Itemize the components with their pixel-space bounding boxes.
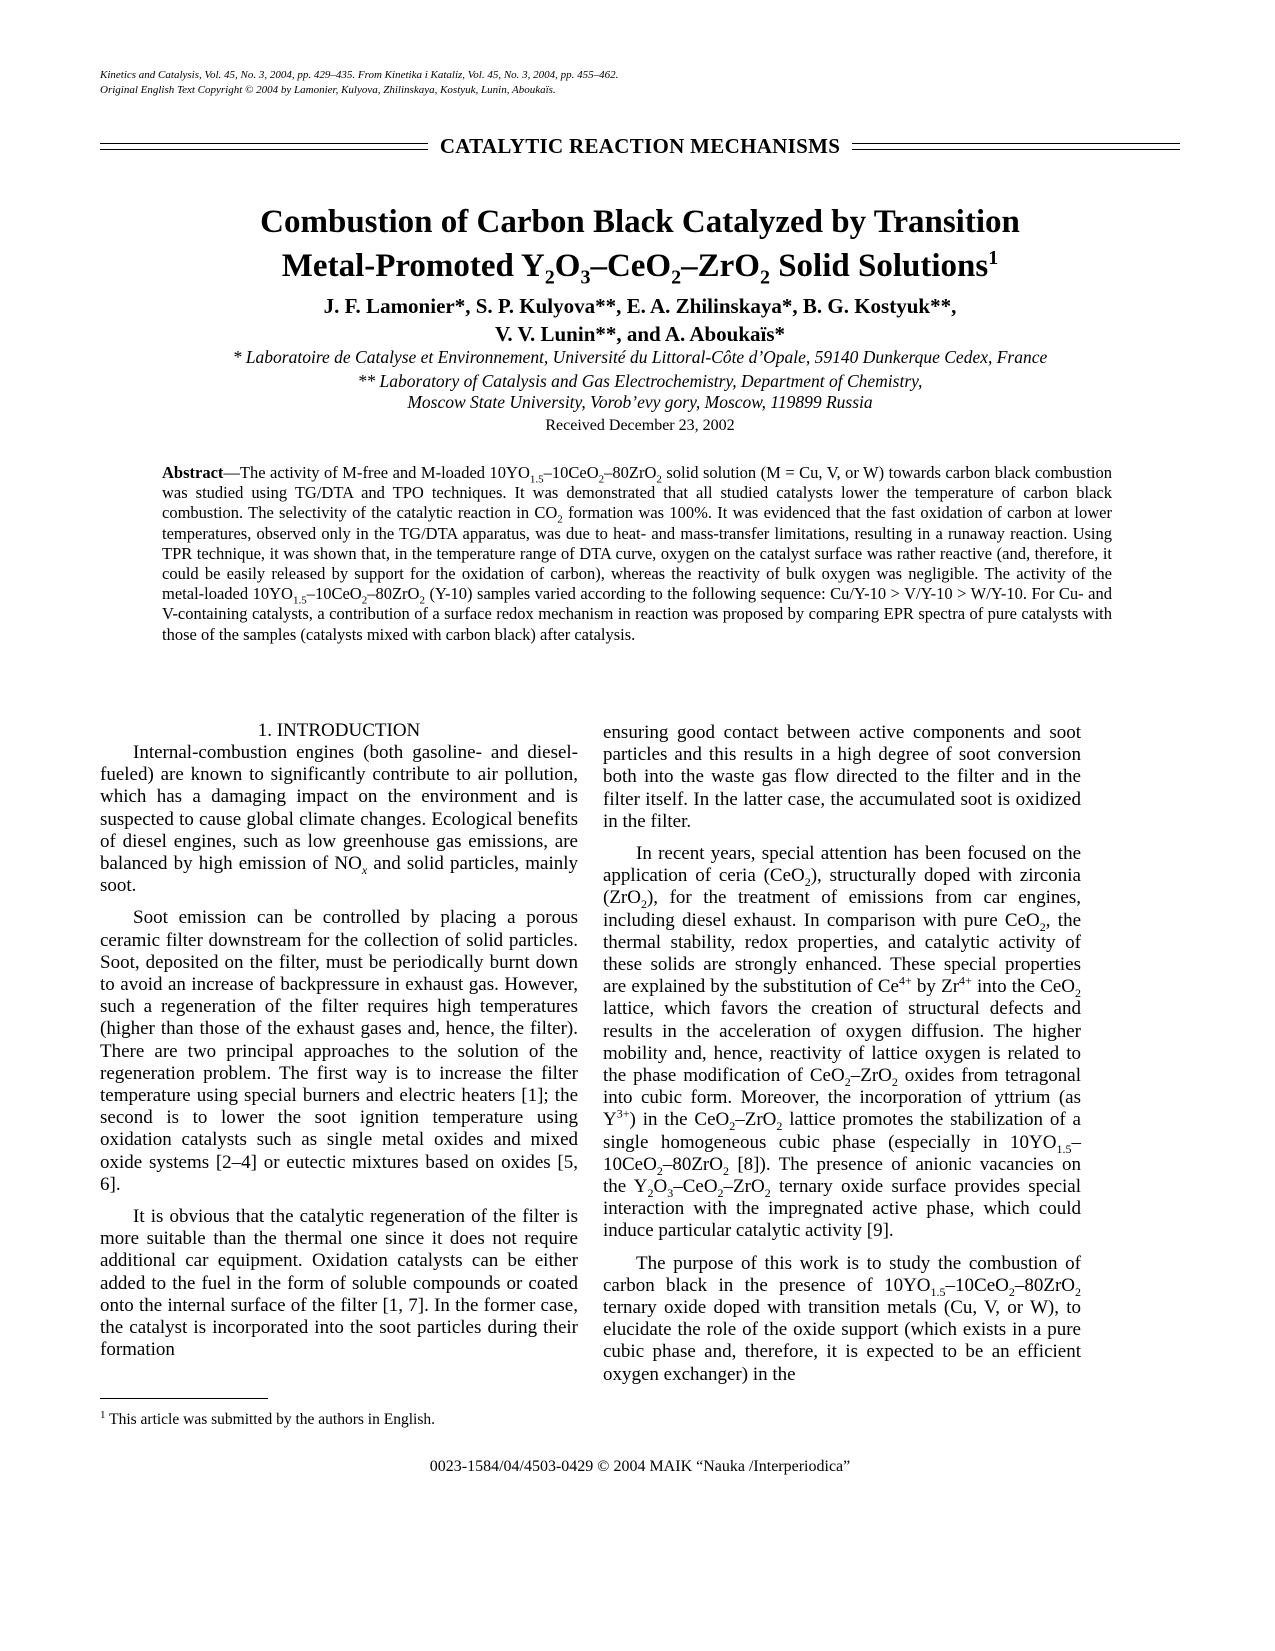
text: O [653,1176,668,1198]
text: lattice promotes the stabilization of a single homogeneous cubic phase (especially in 10YO [603,1109,1081,1153]
abstract-text: formation was 100%. It was evidenced that the fast oxidation of carbon at lower temperatures, observed only in the TG/DTA apparatus, was due to heat- and mass-transfer limitations, resulting in a runaway reaction. Using TPR technique, it was shown that, in the temperature range of DTA curve, oxygen on the catalyst surface was rather reactive (and, therefore, it could be easily released by support for the oxidation of carbon), whereas the reactivity of bulk oxygen was negligible. The activity of the metal-loaded 10YO [162,503,1112,604]
text: –10CeO [603,1131,1081,1175]
abstract-text: –80ZrO [604,463,657,482]
paragraph: It is obvious that the catalytic regeneration of the filter is more suitable than the thermal one since it does not require additional car equipment. Oxidation catalysts can be either added to the fuel in the form of soluble compounds or coated onto the internal surface of the filter [1, 7]. In the former case, the catalyst is incorporated into the soot particles during their formation [100,1206,578,1361]
subscript: 2 [776,1119,783,1134]
article-title [100,200,1180,288]
superscript: 4+ [898,973,912,988]
text: –10CeO [945,1274,1009,1296]
subscript: 2 [764,1185,771,1200]
abstract-text: –80ZrO [367,584,420,604]
text: lattice, which favors the creation of structural defects and results in the acceleration of oxygen diffusion. The higher mobility and, hence, reactivity of lattice oxygen is related to the phase modification of CeO [603,998,1081,1087]
title-text: O [554,248,581,284]
title-text: Solid Solutions [769,248,989,284]
text: , the thermal stability, redox properties, and catalytic activity of these solids are strongly enhanced. These special properties are explained by the substitution of Ce [603,909,1082,998]
title-text: –CeO [590,248,672,284]
text: ternary oxide surface provides special interaction with the impregnated active phase, which could induce particular catalytic activity [9]. [603,1176,1081,1242]
text: Internal-combustion engines (both gasoline- and diesel-fueled) are known to significantly contribute to air pollution, which has a damaging impact on the environment and is suspected to cause global climate changes. Ecological benefits of diesel engines, such as low greenhouse gas emissions, are balanced by high emission of NO [100,742,578,875]
abstract-text: —The activity of M-free and M-loaded 10YO [223,463,530,482]
subscript: 2 [1039,919,1046,934]
paragraph [603,843,1081,1243]
text: and solid particles, mainly soot. [100,853,579,897]
authors-line-2: V. V. Lunin**, and A. Aboukaïs* [494,322,786,346]
title-line-1: Combustion of Carbon Black Catalyzed by Transition [260,204,1020,240]
text: by Zr [911,976,960,998]
subscript: 2 [891,1074,898,1089]
subscript: 2 [1074,986,1081,1001]
abstract-label: Abstract [162,463,224,482]
subscript: 2 [557,513,563,526]
author-list [100,292,1180,348]
subscript: 1.5 [529,473,544,486]
right-column [603,722,1081,1386]
text: oxides from tetragonal into cubic form. Moreover, the incorporation of yttrium (as Y [603,1065,1081,1131]
subscript: 2 [1008,1284,1015,1299]
title-line-2 [100,244,1180,288]
subscript: 2 [647,1185,654,1200]
footnote [100,1405,435,1430]
text: [8]). The presence of anionic vacancies on the Y [603,1153,1081,1198]
subscript: 1.5 [1056,1141,1072,1156]
text: ), structurally doped with zirconia (ZrO [603,865,1081,909]
received-date: Received December 23, 2002 [545,417,735,434]
footnote-text: This article was submitted by the authors in English. [105,1411,435,1429]
subscript: 2 [361,594,368,607]
title-subscript: 2 [544,266,555,289]
paragraph [100,742,578,897]
subscript: 2 [844,1074,851,1089]
subscript: 2 [656,473,662,486]
affiliation-2: ** Laboratory of Catalysis and Gas Electrochemistry, Department of Chemistry, [357,371,923,391]
issn-line: 0023-1584/04/4503-0429 © 2004 MAIK “Nauka /Interperiodica” [429,1458,851,1475]
abstract-text: –10CeO [543,463,599,482]
text: into the CeO [971,976,1075,998]
subscript: 2 [419,594,425,607]
text: ) in the CeO [629,1109,730,1131]
text: –ZrO [735,1109,777,1131]
subscript: 2 [598,473,605,486]
text: –80ZrO [1014,1274,1075,1296]
text: In recent years, special attention has been focused on the application of ceria (CeO [603,843,1081,887]
subscript: 2 [1075,1284,1081,1299]
paragraph [603,1253,1081,1386]
subscript: 2 [722,1163,729,1178]
subscript: 2 [656,1163,663,1178]
subscript: 2 [717,1185,724,1200]
subscript: 2 [640,897,647,912]
journal-citation [100,68,618,98]
text: The purpose of this work is to study the combustion of carbon black in the presence of 10YO [603,1252,1081,1296]
authors-line-1: J. F. Lamonier*, S. P. Kulyova**, E. A. Zhilinskaya*, B. G. Kostyuk**, [323,294,957,318]
double-rule-right [852,143,1180,150]
subscript: x [361,862,368,877]
superscript: 4+ [959,973,972,988]
footnote-marker: 1 [988,247,999,269]
citation-line-2: Original English Text Copyright © 2004 by Lamonier, Kulyova, Zhilinskaya, Kostyuk, Lunin, Aboukaïs. [100,84,556,96]
text: –CeO [673,1176,718,1198]
left-column [100,742,578,1361]
double-rule-left [100,143,428,150]
citation-line-1: Kinetics and Catalysis, Vol. 45, No. 3, 2004, pp. 429–435. From Kinetika i Kataliz, Vol. 45, No. 3, 2004, pp. 455–462. [100,69,619,81]
subscript: 3 [667,1185,674,1200]
title-text: Metal-Promoted Y [281,248,545,284]
title-subscript: 3 [580,266,591,289]
abstract [162,463,1112,645]
text: ), for the treatment of emissions from car engines, including diesel exhaust. In comparison with pure CeO [603,887,1081,931]
subscript: 2 [804,875,811,890]
affiliation-3: Moscow State University, Vorob’evy gory, Moscow, 119899 Russia [407,392,873,412]
text: ternary oxide doped with transition metals (Cu, V, or W), to elucidate the role of the oxide support (which exists in a pure cubic phase and, therefore, it is expected to be an efficient oxygen exchanger) in the [603,1297,1081,1385]
title-subscript: 2 [759,266,770,289]
superscript: 3+ [616,1107,630,1122]
title-subscript: 2 [671,266,682,289]
abstract-text: (Y-10) samples varied according to the following sequence: Cu/Y-10 > V/Y-10 > W/Y-10. For Cu- and V-containing catalysts, a contribution of a surface redox mechanism in reaction was proposed by comparing EPR spectra of pure catalysts with those of the samples (catalysts mixed with carbon black) after catalysis. [162,584,1112,644]
title-text: –ZrO [681,248,760,284]
abstract-text: solid solution (M = Cu, V, or W) towards carbon black combustion was studied using TG/DTA and TPO techniques. It was demonstrated that all studied catalysts lower the temperature of carbon black combustion. The selectivity of the catalytic reaction in CO [162,463,1112,523]
subscript: 1.5 [930,1284,946,1299]
section-label: CATALYTIC REACTION MECHANISMS [439,133,841,158]
paragraph: Soot emission can be controlled by placing a porous ceramic filter downstream for the collection of solid particles. Soot, deposited on the filter, must be periodically burnt down to avoid an increase of backpressure in exhaust gas. However, such a regeneration of the filter requires high temperatures (higher than those of the exhaust gases and, hence, the filter). There are two principal approaches to the solution of the regeneration problem. The first way is to increase the filter temperature using special burners and electric heaters [1]; the second is to lower the soot ignition temperature using oxidation catalysts such as single metal oxides and mixed oxide systems [2–4] or eutectic mixtures based on oxides [5, 6]. [100,907,578,1195]
subscript: 1.5 [292,594,307,607]
text: –ZrO [723,1176,765,1198]
text: –ZrO [850,1065,892,1087]
footnote-rule [100,1398,268,1399]
affiliation-1: * Laboratoire de Catalyse et Environnement, Université du Littoral-Côte d’Opale, 59140 Dunkerque Cedex, France [232,347,1048,367]
footnote-marker: 1 [100,1409,106,1421]
subscript: 2 [729,1119,736,1134]
abstract-text: –10CeO [306,584,362,604]
paragraph: ensuring good contact between active components and soot particles and this results in a high degree of soot conversion both into the waste gas flow directed to the filter and in the filter itself. In the latter case, the accumulated soot is oxidized in the filter. [603,722,1081,832]
text: –80ZrO [662,1153,723,1175]
intro-heading: 1. INTRODUCTION [257,720,421,741]
section-header [100,133,1180,159]
